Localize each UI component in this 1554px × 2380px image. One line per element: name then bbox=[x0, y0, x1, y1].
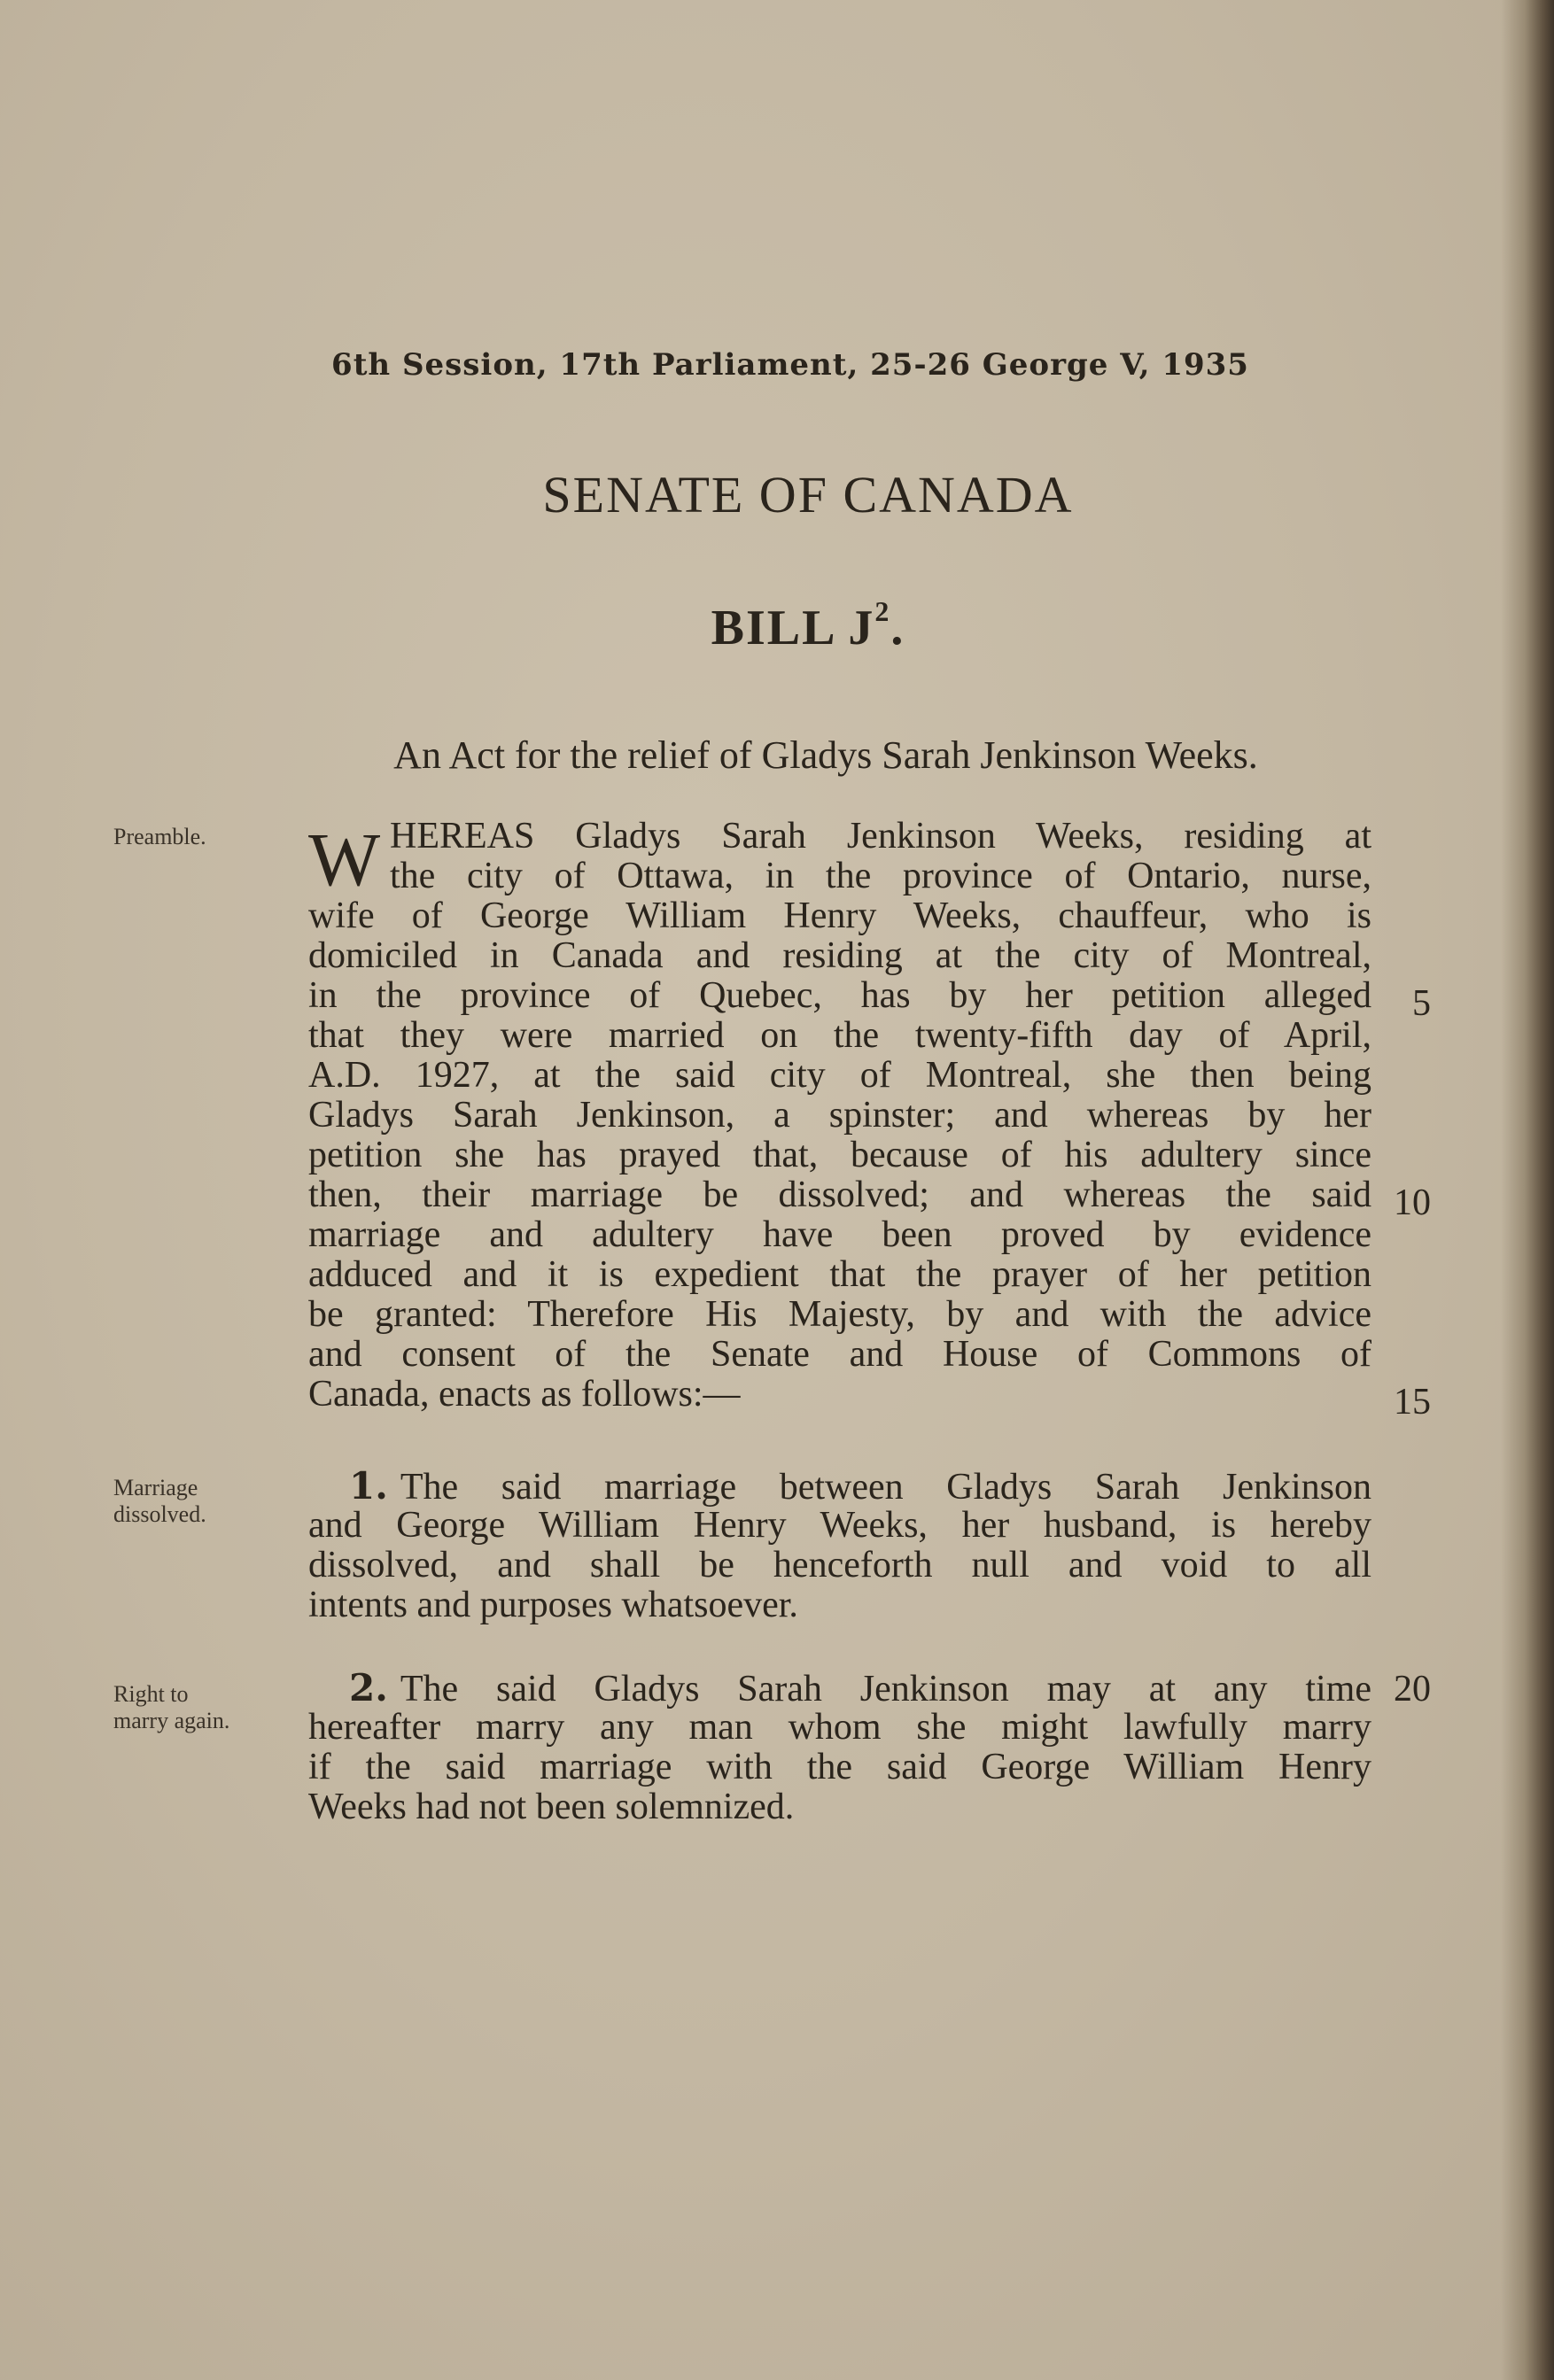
session-line: 6th Session, 17th Parliament, 25-26 George V, 1935 bbox=[331, 347, 1249, 383]
preamble-line: marriage and adultery have been proved by evidence bbox=[308, 1214, 1371, 1255]
section-2-paragraph bbox=[308, 1668, 1371, 1827]
marginal-note-preamble: Preamble. bbox=[113, 824, 206, 849]
preamble-line: domiciled in Canada and residing at the city of Montreal, bbox=[308, 935, 1371, 976]
line-number: 10 bbox=[1394, 1182, 1431, 1223]
preamble-line: and consent of the Senate and House of Commons of bbox=[308, 1334, 1371, 1375]
section-line bbox=[308, 1466, 1371, 1506]
preamble-line: HEREAS Gladys Sarah Jenkinson Weeks, residing at bbox=[390, 816, 1371, 857]
marginal-note-line: Right to bbox=[113, 1681, 189, 1707]
chamber-title: SENATE OF CANADA bbox=[542, 466, 1074, 523]
section-line bbox=[308, 1668, 1371, 1708]
bill-prefix: BILL J bbox=[711, 601, 875, 655]
section-line: dissolved, and shall be henceforth null and void to all bbox=[308, 1545, 1371, 1585]
preamble-line: then, their marriage be dissolved; and whereas the said bbox=[308, 1174, 1371, 1215]
marginal-note-line: Marriage bbox=[113, 1475, 198, 1500]
marginal-note-section-2 bbox=[113, 1681, 286, 1734]
section-line-text: The said Gladys Sarah Jenkinson may at any time bbox=[400, 1669, 1371, 1709]
line-number: 5 bbox=[1412, 983, 1431, 1024]
section-line: and George William Henry Weeks, her husband, is hereby bbox=[308, 1505, 1371, 1546]
section-line: intents and purposes whatsoever. bbox=[308, 1585, 798, 1625]
act-title: An Act for the relief of Gladys Sarah Jenkinson Weeks. bbox=[393, 733, 1258, 777]
preamble-line: Gladys Sarah Jenkinson, a spinster; and whereas by her bbox=[308, 1095, 1371, 1136]
marginal-note-line: dissolved. bbox=[113, 1501, 206, 1527]
bill-suffix: . bbox=[890, 601, 905, 655]
preamble-line: adduced and it is expedient that the prayer of her petition bbox=[308, 1254, 1371, 1295]
section-line: Weeks had not been solemnized. bbox=[308, 1787, 795, 1827]
section-number: 1. bbox=[349, 1464, 388, 1508]
line-number: 15 bbox=[1394, 1382, 1431, 1423]
marginal-note-line: marry again. bbox=[113, 1708, 230, 1733]
bill-superscript: 2 bbox=[874, 595, 891, 627]
marginal-note-section-1 bbox=[113, 1475, 286, 1528]
preamble-line: the city of Ottawa, in the province of Ontario, nurse, bbox=[390, 856, 1371, 896]
preamble-line: in the province of Quebec, has by her petition alleged bbox=[308, 975, 1371, 1016]
section-line: hereafter marry any man whom she might lawfully marry bbox=[308, 1707, 1371, 1748]
preamble-paragraph bbox=[308, 817, 1371, 1415]
preamble-line: A.D. 1927, at the said city of Montreal, she then being bbox=[308, 1055, 1371, 1096]
drop-cap: W bbox=[308, 817, 381, 902]
section-line-text: The said marriage between Gladys Sarah Jenkinson bbox=[400, 1467, 1371, 1508]
preamble-line: be granted: Therefore His Majesty, by and with the advice bbox=[308, 1294, 1371, 1335]
preamble-line: wife of George William Henry Weeks, chauffeur, who is bbox=[308, 895, 1371, 936]
section-line: if the said marriage with the said George William Henry bbox=[308, 1747, 1371, 1787]
preamble-line: that they were married on the twenty-fifth day of April, bbox=[308, 1015, 1371, 1056]
section-number: 2. bbox=[349, 1666, 388, 1709]
bill-title bbox=[0, 595, 1554, 656]
preamble-line: petition she has prayed that, because of his adultery since bbox=[308, 1135, 1371, 1175]
section-1-paragraph bbox=[308, 1466, 1371, 1625]
line-number: 20 bbox=[1394, 1669, 1431, 1709]
preamble-line: Canada, enacts as follows:— bbox=[308, 1374, 741, 1415]
